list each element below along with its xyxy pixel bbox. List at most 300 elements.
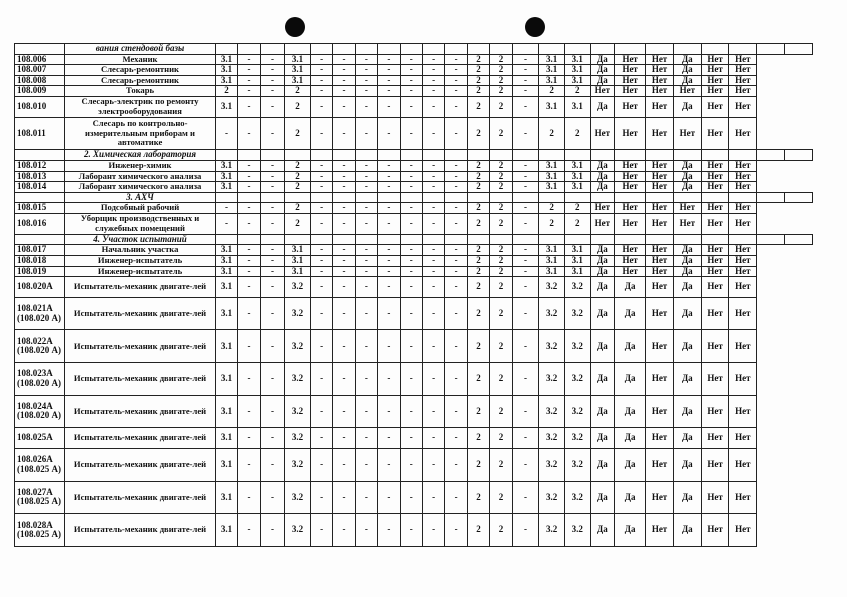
factor-cell-14: - (512, 96, 539, 117)
table-row (15, 54, 813, 65)
factor-cell-15: 2 (539, 203, 565, 214)
factor-cell-14: - (512, 514, 539, 547)
factor-cell-18: Да (615, 330, 646, 363)
factor-cell-10: - (422, 75, 444, 86)
section-empty-cell (215, 44, 237, 55)
factor-cell-22: Нет (729, 213, 757, 234)
factor-cell-13: 2 (490, 255, 512, 266)
factor-cell-2: - (238, 117, 260, 150)
factor-cell-9: - (400, 182, 422, 193)
factor-cell-5: - (310, 213, 332, 234)
factor-cell-10: - (422, 203, 444, 214)
table-row (15, 449, 813, 482)
factor-cell-5: - (310, 65, 332, 76)
section-title: вания стендовой базы (65, 44, 216, 55)
factor-cell-20: Да (673, 160, 701, 171)
factor-cell-10: - (422, 428, 444, 449)
section-empty-cell (378, 192, 400, 203)
factor-cell-3: - (260, 481, 285, 514)
factor-cell-2: - (238, 481, 260, 514)
factor-cell-11: - (445, 75, 467, 86)
factor-cell-15: 3.1 (539, 160, 565, 171)
factor-cell-11: - (445, 255, 467, 266)
section-empty-cell (539, 192, 565, 203)
section-empty-cell (729, 192, 757, 203)
factor-cell-6: - (333, 96, 355, 117)
factor-cell-22: Нет (729, 395, 757, 428)
factor-cell-21: Нет (701, 203, 729, 214)
factor-cell-16: 3.1 (564, 171, 590, 182)
factor-cell-13: 2 (490, 213, 512, 234)
factor-cell-2: - (238, 266, 260, 277)
factor-cell-22: Нет (729, 54, 757, 65)
table-row (15, 277, 813, 298)
job-code: 108.028А (108.025 А) (15, 514, 65, 547)
factor-cell-20: Нет (673, 117, 701, 150)
section-empty-cell (701, 192, 729, 203)
factor-cell-10: - (422, 96, 444, 117)
factor-cell-13: 2 (490, 330, 512, 363)
factor-cell-1: 3.1 (215, 428, 237, 449)
factor-cell-6: - (333, 395, 355, 428)
table-row (15, 481, 813, 514)
factor-cell-10: - (422, 171, 444, 182)
factor-cell-6: - (333, 203, 355, 214)
factor-cell-8: - (378, 330, 400, 363)
job-code: 108.006 (15, 54, 65, 65)
section-empty-cell (422, 44, 444, 55)
factor-cell-18: Нет (615, 160, 646, 171)
section-empty-cell (512, 234, 539, 245)
factor-cell-2: - (238, 160, 260, 171)
factor-cell-15: 3.1 (539, 65, 565, 76)
factor-cell-9: - (400, 255, 422, 266)
section-empty-cell (615, 150, 646, 161)
factor-cell-5: - (310, 255, 332, 266)
job-code: 108.027А (108.025 А) (15, 481, 65, 514)
section-empty-cell (701, 44, 729, 55)
factor-cell-15: 3.1 (539, 75, 565, 86)
section-empty-cell (590, 150, 615, 161)
factor-cell-2: - (238, 182, 260, 193)
factor-cell-22: Нет (729, 75, 757, 86)
factor-cell-13: 2 (490, 245, 512, 256)
factor-cell-10: - (422, 277, 444, 298)
factor-cell-4: 2 (285, 203, 311, 214)
factor-cell-14: - (512, 203, 539, 214)
section-empty-cell (564, 44, 590, 55)
factor-cell-19: Нет (646, 266, 674, 277)
section-empty-cell (512, 44, 539, 55)
factor-cell-13: 2 (490, 86, 512, 97)
factor-cell-22: Нет (729, 428, 757, 449)
factor-cell-11: - (445, 160, 467, 171)
factor-cell-22: Нет (729, 96, 757, 117)
table-row (15, 117, 813, 150)
factor-cell-10: - (422, 160, 444, 171)
factor-cell-5: - (310, 171, 332, 182)
factor-cell-10: - (422, 266, 444, 277)
factor-cell-14: - (512, 54, 539, 65)
factor-cell-11: - (445, 213, 467, 234)
section-empty-cell (784, 44, 812, 55)
factor-cell-11: - (445, 266, 467, 277)
section-empty-cell (238, 150, 260, 161)
factor-cell-19: Нет (646, 428, 674, 449)
factor-cell-8: - (378, 182, 400, 193)
section-empty-cell (333, 150, 355, 161)
factor-cell-8: - (378, 514, 400, 547)
factor-cell-6: - (333, 75, 355, 86)
factor-cell-17: Нет (590, 86, 615, 97)
factor-cell-3: - (260, 86, 285, 97)
factor-cell-4: 3.2 (285, 363, 311, 396)
factor-cell-3: - (260, 395, 285, 428)
factor-cell-14: - (512, 449, 539, 482)
factor-cell-5: - (310, 363, 332, 396)
factor-cell-1: 3.1 (215, 449, 237, 482)
section-code-cell (15, 44, 65, 55)
factor-cell-17: Да (590, 96, 615, 117)
factor-cell-22: Нет (729, 117, 757, 150)
factor-cell-21: Нет (701, 330, 729, 363)
factor-cell-1: 3.1 (215, 171, 237, 182)
job-code: 108.018 (15, 255, 65, 266)
job-code: 108.020А (15, 277, 65, 298)
factor-cell-21: Нет (701, 395, 729, 428)
factor-cell-18: Нет (615, 117, 646, 150)
job-title: Инженер-испытатель (65, 266, 216, 277)
section-empty-cell (310, 234, 332, 245)
factor-cell-11: - (445, 65, 467, 76)
factor-cell-13: 2 (490, 65, 512, 76)
factor-cell-3: - (260, 428, 285, 449)
factor-cell-21: Нет (701, 96, 729, 117)
factor-cell-2: - (238, 213, 260, 234)
factor-cell-16: 2 (564, 203, 590, 214)
factor-cell-7: - (355, 255, 377, 266)
job-code: 108.007 (15, 65, 65, 76)
factor-cell-12: 2 (467, 277, 489, 298)
factor-cell-17: Нет (590, 213, 615, 234)
factor-cell-9: - (400, 277, 422, 298)
factor-cell-16: 2 (564, 213, 590, 234)
section-empty-cell (422, 192, 444, 203)
factor-cell-14: - (512, 277, 539, 298)
factor-cell-19: Нет (646, 449, 674, 482)
factor-cell-3: - (260, 203, 285, 214)
factor-cell-20: Да (673, 514, 701, 547)
section-empty-cell (590, 192, 615, 203)
table-row (15, 297, 813, 330)
factor-cell-7: - (355, 54, 377, 65)
factor-cell-11: - (445, 86, 467, 97)
factor-cell-14: - (512, 160, 539, 171)
factor-cell-20: Да (673, 297, 701, 330)
section-empty-cell (701, 150, 729, 161)
table-row (15, 330, 813, 363)
factor-cell-17: Да (590, 245, 615, 256)
factor-cell-4: 2 (285, 117, 311, 150)
section-empty-cell (673, 150, 701, 161)
job-code: 108.008 (15, 75, 65, 86)
factor-cell-5: - (310, 86, 332, 97)
factor-cell-6: - (333, 449, 355, 482)
factor-cell-11: - (445, 117, 467, 150)
factor-cell-4: 3.2 (285, 297, 311, 330)
factor-cell-3: - (260, 245, 285, 256)
factor-cell-9: - (400, 245, 422, 256)
factor-cell-9: - (400, 65, 422, 76)
factor-cell-12: 2 (467, 481, 489, 514)
job-code: 108.023А (108.020 А) (15, 363, 65, 396)
section-empty-cell (729, 44, 757, 55)
factor-cell-15: 3.1 (539, 245, 565, 256)
factor-cell-10: - (422, 245, 444, 256)
section-empty-cell (355, 44, 377, 55)
factor-cell-2: - (238, 65, 260, 76)
factor-cell-9: - (400, 363, 422, 396)
job-title: Испытатель-механик двигате-лей (65, 330, 216, 363)
factor-cell-9: - (400, 514, 422, 547)
factor-cell-12: 2 (467, 266, 489, 277)
working-conditions-table (14, 43, 813, 547)
punch-hole-left (285, 17, 305, 37)
job-title: Уборщик производственных и служебных помещений (65, 213, 216, 234)
factor-cell-14: - (512, 255, 539, 266)
factor-cell-5: - (310, 330, 332, 363)
table-row (15, 428, 813, 449)
factor-cell-11: - (445, 182, 467, 193)
factor-cell-22: Нет (729, 266, 757, 277)
factor-cell-20: Нет (673, 213, 701, 234)
factor-cell-17: Да (590, 171, 615, 182)
factor-cell-16: 3.1 (564, 255, 590, 266)
factor-cell-18: Нет (615, 182, 646, 193)
factor-cell-7: - (355, 428, 377, 449)
factor-cell-11: - (445, 428, 467, 449)
factor-cell-9: - (400, 213, 422, 234)
factor-cell-4: 3.2 (285, 514, 311, 547)
factor-cell-15: 3.2 (539, 449, 565, 482)
factor-cell-4: 3.1 (285, 54, 311, 65)
section-empty-cell (238, 234, 260, 245)
factor-cell-9: - (400, 330, 422, 363)
section-empty-cell (757, 234, 785, 245)
factor-cell-7: - (355, 75, 377, 86)
section-empty-cell (378, 150, 400, 161)
factor-cell-1: 3.1 (215, 160, 237, 171)
factor-cell-14: - (512, 395, 539, 428)
factor-cell-7: - (355, 395, 377, 428)
job-code: 108.013 (15, 171, 65, 182)
factor-cell-17: Да (590, 449, 615, 482)
factor-cell-6: - (333, 65, 355, 76)
section-empty-cell (285, 44, 311, 55)
factor-cell-13: 2 (490, 395, 512, 428)
section-empty-cell (646, 150, 674, 161)
job-code: 108.014 (15, 182, 65, 193)
section-empty-cell (615, 44, 646, 55)
factor-cell-15: 3.2 (539, 395, 565, 428)
factor-cell-15: 3.1 (539, 255, 565, 266)
section-empty-cell (757, 44, 785, 55)
section-row (15, 192, 813, 203)
factor-cell-13: 2 (490, 182, 512, 193)
factor-cell-12: 2 (467, 363, 489, 396)
factor-cell-19: Нет (646, 86, 674, 97)
factor-cell-18: Нет (615, 245, 646, 256)
factor-cell-3: - (260, 65, 285, 76)
factor-cell-6: - (333, 245, 355, 256)
factor-cell-6: - (333, 255, 355, 266)
factor-cell-16: 3.1 (564, 266, 590, 277)
job-title: Подсобный рабочий (65, 203, 216, 214)
factor-cell-14: - (512, 86, 539, 97)
factor-cell-16: 3.1 (564, 54, 590, 65)
factor-cell-14: - (512, 171, 539, 182)
factor-cell-11: - (445, 449, 467, 482)
factor-cell-10: - (422, 395, 444, 428)
factor-cell-13: 2 (490, 363, 512, 396)
factor-cell-12: 2 (467, 428, 489, 449)
factor-cell-3: - (260, 54, 285, 65)
factor-cell-3: - (260, 182, 285, 193)
factor-cell-6: - (333, 330, 355, 363)
factor-cell-2: - (238, 203, 260, 214)
section-empty-cell (445, 150, 467, 161)
factor-cell-19: Нет (646, 363, 674, 396)
factor-cell-7: - (355, 171, 377, 182)
factor-cell-14: - (512, 363, 539, 396)
factor-cell-12: 2 (467, 182, 489, 193)
table-row (15, 96, 813, 117)
factor-cell-16: 3.2 (564, 481, 590, 514)
factor-cell-8: - (378, 255, 400, 266)
factor-cell-12: 2 (467, 65, 489, 76)
factor-cell-8: - (378, 203, 400, 214)
factor-cell-10: - (422, 213, 444, 234)
section-empty-cell (260, 192, 285, 203)
factor-cell-6: - (333, 213, 355, 234)
factor-cell-4: 2 (285, 160, 311, 171)
factor-cell-19: Нет (646, 277, 674, 298)
section-empty-cell (701, 234, 729, 245)
factor-cell-10: - (422, 65, 444, 76)
factor-cell-17: Да (590, 330, 615, 363)
section-empty-cell (238, 44, 260, 55)
factor-cell-5: - (310, 428, 332, 449)
factor-cell-8: - (378, 86, 400, 97)
job-code: 108.019 (15, 266, 65, 277)
factor-cell-20: Да (673, 96, 701, 117)
factor-cell-8: - (378, 428, 400, 449)
section-code-cell (15, 192, 65, 203)
table-row (15, 65, 813, 76)
factor-cell-17: Да (590, 182, 615, 193)
factor-cell-19: Нет (646, 171, 674, 182)
factor-cell-4: 2 (285, 182, 311, 193)
factor-cell-7: - (355, 266, 377, 277)
factor-cell-5: - (310, 266, 332, 277)
factor-cell-3: - (260, 297, 285, 330)
factor-cell-16: 3.2 (564, 277, 590, 298)
factor-cell-21: Нет (701, 54, 729, 65)
factor-cell-15: 3.1 (539, 96, 565, 117)
factor-cell-20: Да (673, 65, 701, 76)
factor-cell-17: Да (590, 395, 615, 428)
factor-cell-17: Да (590, 363, 615, 396)
factor-cell-13: 2 (490, 54, 512, 65)
factor-cell-9: - (400, 203, 422, 214)
section-empty-cell (757, 150, 785, 161)
factor-cell-2: - (238, 255, 260, 266)
section-empty-cell (333, 234, 355, 245)
section-empty-cell (215, 234, 237, 245)
factor-cell-21: Нет (701, 65, 729, 76)
table-row (15, 514, 813, 547)
factor-cell-19: Нет (646, 245, 674, 256)
job-title: Испытатель-механик двигате-лей (65, 363, 216, 396)
factor-cell-17: Да (590, 514, 615, 547)
section-empty-cell (355, 150, 377, 161)
section-empty-cell (355, 192, 377, 203)
job-title: Токарь (65, 86, 216, 97)
factor-cell-2: - (238, 86, 260, 97)
factor-cell-17: Да (590, 54, 615, 65)
factor-cell-3: - (260, 117, 285, 150)
factor-cell-21: Нет (701, 160, 729, 171)
section-code-cell (15, 234, 65, 245)
factor-cell-1: 3.1 (215, 297, 237, 330)
section-empty-cell (467, 192, 489, 203)
table-row (15, 75, 813, 86)
factor-cell-20: Да (673, 182, 701, 193)
factor-cell-13: 2 (490, 266, 512, 277)
factor-cell-4: 2 (285, 171, 311, 182)
section-empty-cell (784, 192, 812, 203)
section-empty-cell (646, 234, 674, 245)
section-title: 2. Химическая лаборатория (65, 150, 216, 161)
factor-cell-16: 3.2 (564, 395, 590, 428)
table-row (15, 213, 813, 234)
factor-cell-5: - (310, 54, 332, 65)
factor-cell-15: 3.1 (539, 54, 565, 65)
factor-cell-5: - (310, 182, 332, 193)
factor-cell-12: 2 (467, 96, 489, 117)
section-empty-cell (445, 234, 467, 245)
factor-cell-4: 3.1 (285, 255, 311, 266)
factor-cell-7: - (355, 117, 377, 150)
factor-cell-10: - (422, 481, 444, 514)
factor-cell-21: Нет (701, 363, 729, 396)
section-empty-cell (673, 44, 701, 55)
factor-cell-20: Да (673, 171, 701, 182)
factor-cell-8: - (378, 75, 400, 86)
factor-cell-14: - (512, 182, 539, 193)
factor-cell-2: - (238, 277, 260, 298)
factor-cell-15: 3.2 (539, 428, 565, 449)
factor-cell-17: Нет (590, 203, 615, 214)
factor-cell-1: - (215, 117, 237, 150)
factor-cell-22: Нет (729, 277, 757, 298)
factor-cell-19: Нет (646, 514, 674, 547)
factor-cell-12: 2 (467, 75, 489, 86)
section-empty-cell (333, 44, 355, 55)
factor-cell-6: - (333, 86, 355, 97)
factor-cell-16: 3.2 (564, 449, 590, 482)
factor-cell-9: - (400, 86, 422, 97)
